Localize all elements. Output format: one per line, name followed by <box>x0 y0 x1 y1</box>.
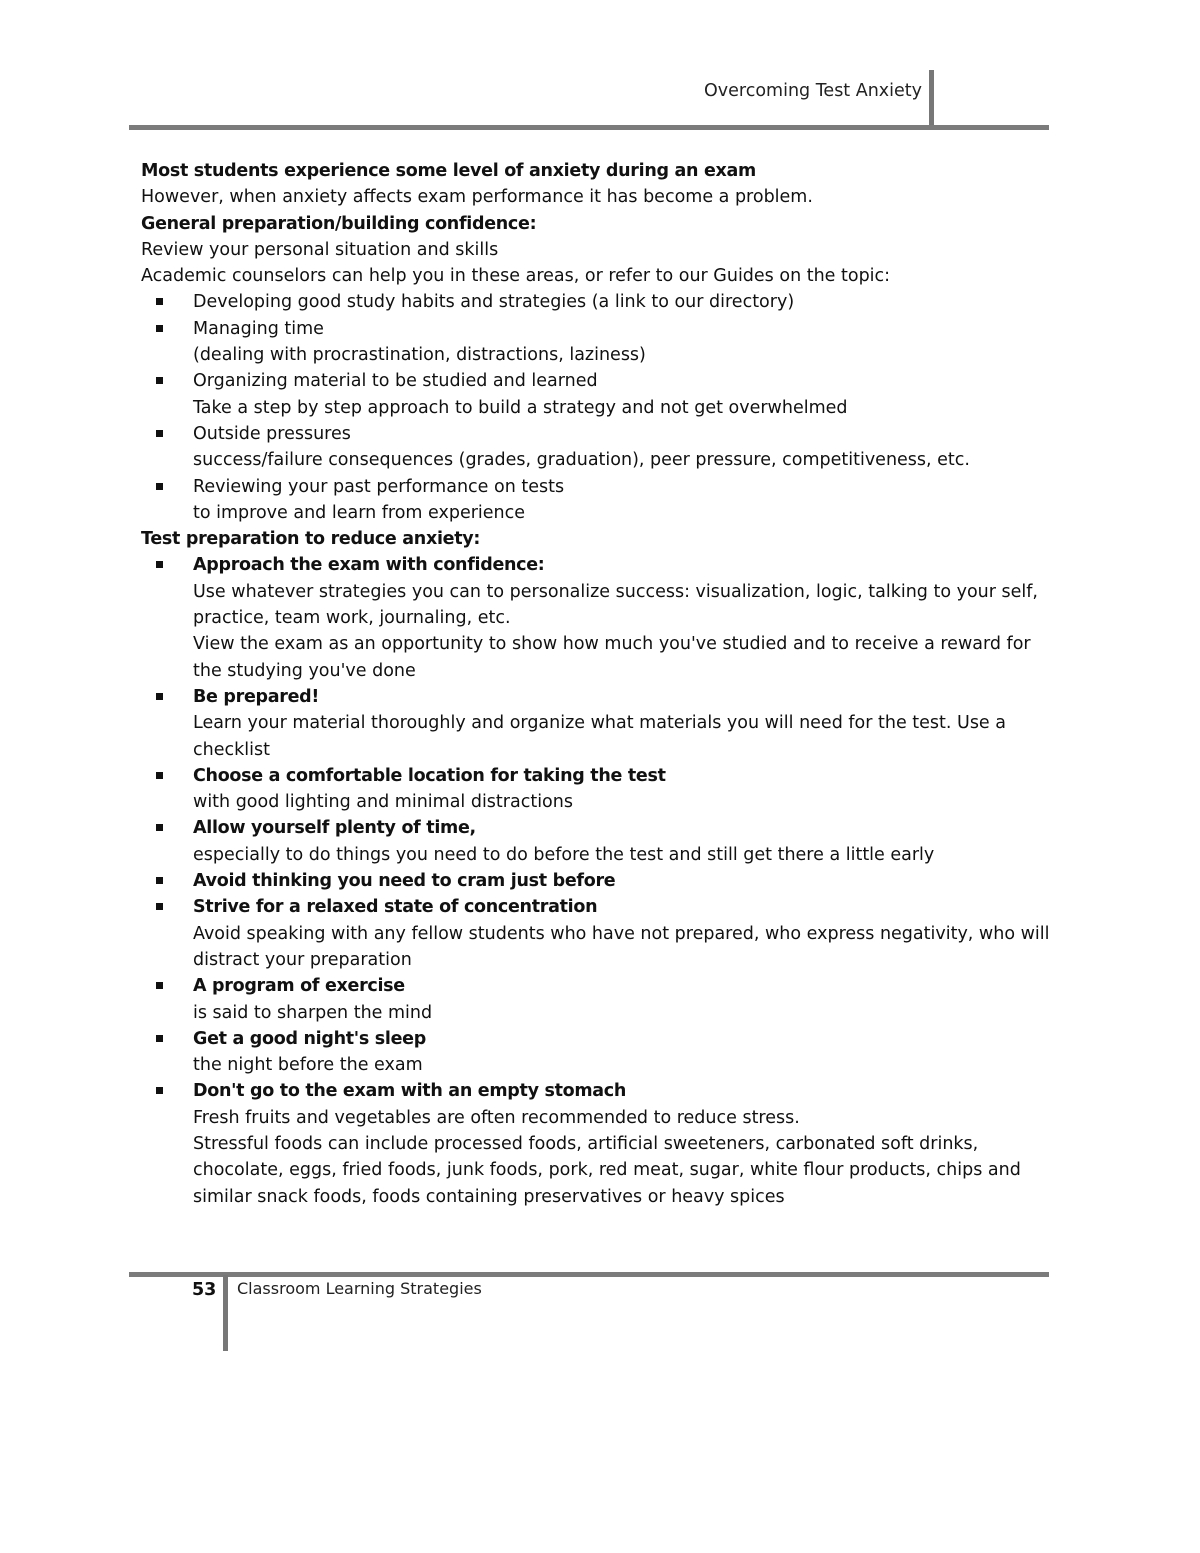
bullet-icon <box>156 325 163 332</box>
bullet-icon <box>156 772 163 779</box>
list-item-title: Don't go to the exam with an empty stomach <box>193 1081 627 1102</box>
list-item <box>141 894 1056 973</box>
list-item <box>141 474 1056 527</box>
section-heading-test-preparation: Test preparation to reduce anxiety: <box>141 529 481 550</box>
footer-vertical-rule <box>223 1275 228 1351</box>
list-item <box>141 552 1056 683</box>
list-item-description: similar snack foods, foods containing preservatives or heavy spices <box>193 1186 785 1207</box>
bullet-icon <box>156 298 163 305</box>
paragraph-text: Review your personal situation and skills <box>141 239 499 260</box>
list-item <box>141 973 1056 1026</box>
bullet-icon <box>156 377 163 384</box>
list-item <box>141 368 1056 421</box>
paragraph-text: Academic counselors can help you in these areas, or refer to our Guides on the topic: <box>141 266 891 287</box>
list-item-description: is said to sharpen the mind <box>193 1002 433 1023</box>
section-heading-anxiety: Most students experience some level of anxiety during an exam <box>141 161 756 181</box>
bullet-icon <box>156 982 163 989</box>
bullet-icon <box>156 877 163 884</box>
running-header-title: Overcoming Test Anxiety <box>704 81 922 101</box>
section-heading-general-preparation: General preparation/building confidence: <box>141 213 537 234</box>
list-item <box>141 1026 1056 1079</box>
list-item-title: Avoid thinking you need to cram just before <box>193 871 616 892</box>
list-item-title: Outside pressures <box>193 423 351 444</box>
list-item-description: to improve and learn from experience <box>193 502 526 523</box>
bullet-icon <box>156 903 163 910</box>
list-item-title: Get a good night's sleep <box>193 1028 426 1049</box>
list-item-description: the night before the exam <box>193 1055 423 1076</box>
test-preparation-list <box>141 552 1056 1209</box>
list-item-description: distract your preparation <box>193 949 412 970</box>
list-item-title: Approach the exam with confidence: <box>193 555 545 576</box>
footer-horizontal-rule <box>129 1272 1049 1277</box>
list-item <box>141 316 1056 369</box>
list-item-title: Organizing material to be studied and learned <box>193 371 598 392</box>
list-item-title: A program of exercise <box>193 976 405 997</box>
list-item-description: especially to do things you need to do before the test and still get there a little early <box>193 844 935 865</box>
list-item <box>141 684 1056 763</box>
list-item-title: Strive for a relaxed state of concentration <box>193 897 598 918</box>
list-item <box>141 868 1056 894</box>
bullet-icon <box>156 430 163 437</box>
intro-text: However, when anxiety affects exam performance it has become a problem. <box>141 187 813 208</box>
list-item-description: Stressful foods can include processed foods, artificial sweeteners, carbonated soft drinks, <box>193 1133 979 1154</box>
list-item-description: practice, team work, journaling, etc. <box>193 608 511 629</box>
list-item-description: (dealing with procrastination, distractions, laziness) <box>193 345 646 366</box>
list-item-title: Reviewing your past performance on tests <box>193 476 565 497</box>
list-item-description: View the exam as an opportunity to show how much you've studied and to receive a reward for <box>193 634 1031 655</box>
list-item-description: Take a step by step approach to build a strategy and not get overwhelmed <box>193 397 848 418</box>
list-item-description: with good lighting and minimal distractions <box>193 792 573 813</box>
list-item-description: chocolate, eggs, fried foods, junk foods, pork, red meat, sugar, white flour products, chips and <box>193 1160 1021 1181</box>
header-horizontal-rule <box>129 125 1049 130</box>
list-item-description: Fresh fruits and vegetables are often recommended to reduce stress. <box>193 1107 800 1128</box>
document-body <box>141 158 1056 1210</box>
bullet-icon <box>156 561 163 568</box>
page-number: 53 <box>192 1280 217 1300</box>
list-item-title: Be prepared! <box>193 686 320 707</box>
list-item-title: Choose a comfortable location for taking the test <box>193 765 666 786</box>
list-item <box>141 1078 1056 1209</box>
list-item-title: Developing good study habits and strategies (a link to our directory) <box>193 292 795 313</box>
list-item-description: success/failure consequences (grades, graduation), peer pressure, competitiveness, etc. <box>193 450 970 471</box>
header-vertical-rule <box>929 70 934 128</box>
list-item-description: Use whatever strategies you can to personalize success: visualization, logic, talking to your self, <box>193 581 1038 602</box>
bullet-icon <box>156 1035 163 1042</box>
bullet-icon <box>156 1087 163 1094</box>
list-item <box>141 289 1056 315</box>
bullet-icon <box>156 824 163 831</box>
bullet-icon <box>156 693 163 700</box>
list-item-description: Avoid speaking with any fellow students who have not prepared, who express negativity, who will <box>193 923 1050 944</box>
list-item <box>141 763 1056 816</box>
bullet-icon <box>156 483 163 490</box>
list-item <box>141 815 1056 868</box>
list-item-description: Learn your material thoroughly and organize what materials you will need for the test. Use a <box>193 713 1006 734</box>
list-item-title: Allow yourself plenty of time, <box>193 818 476 839</box>
running-footer-title: Classroom Learning Strategies <box>237 1279 482 1298</box>
list-item-description: the studying you've done <box>193 660 416 681</box>
list-item <box>141 421 1056 474</box>
list-item-description: checklist <box>193 739 270 760</box>
list-item-title: Managing time <box>193 318 324 339</box>
